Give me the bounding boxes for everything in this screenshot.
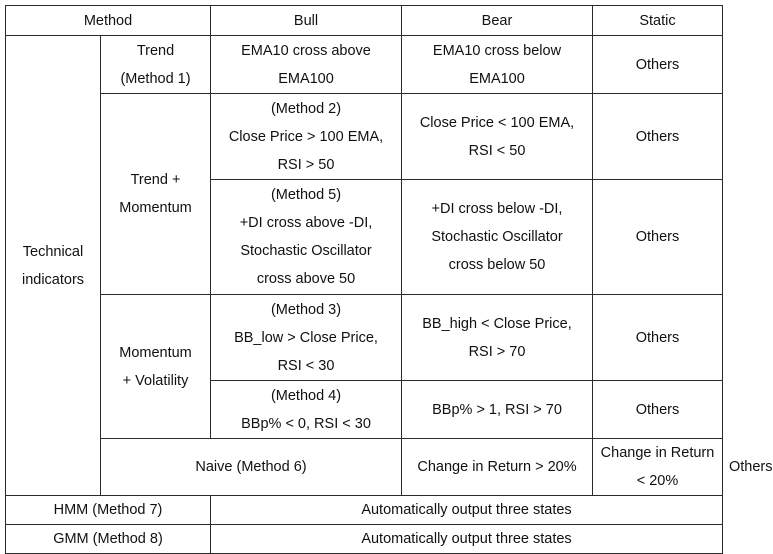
method3-bear-cell (402, 295, 593, 381)
naive-bull-cell: Change in Return > 20% (402, 439, 593, 496)
method3-bear-line: BB_high < Close Price, (422, 315, 572, 332)
method2-bear-line: RSI < 50 (468, 142, 526, 159)
method4-bull-cell (211, 381, 402, 439)
method1-bull-cell (211, 36, 402, 94)
method5-bear-line: cross below 50 (448, 257, 546, 273)
methods-table (5, 5, 773, 554)
trend-group-line: (Method 1) (120, 70, 191, 87)
method2-bear-cell (402, 94, 593, 180)
hmm-method-cell: HMM (Method 7) (6, 496, 211, 525)
technical-indicators-line: indicators (21, 271, 85, 288)
method4-bear-line: BBp% > 1, RSI > 70 (432, 401, 562, 418)
method2-static-cell: Others (593, 94, 723, 180)
technical-indicators-line: Technical (22, 243, 84, 260)
header-static: Static (593, 6, 723, 36)
method5-bull-line: (Method 5) (270, 187, 342, 203)
method3-static-cell: Others (593, 295, 723, 381)
method4-bull-line: (Method 4) (270, 387, 342, 404)
trend-group-cell (101, 36, 211, 94)
method5-bull-cell (211, 180, 402, 295)
header-bear: Bear (402, 6, 593, 36)
method2-bear-line: Close Price < 100 EMA, (419, 114, 575, 131)
naive-method-cell: Naive (Method 6) (101, 439, 402, 496)
hmm-output-cell: Automatically output three states (211, 496, 723, 525)
method5-bear-cell (402, 180, 593, 295)
method3-bull-line: BB_low > Close Price, (234, 329, 378, 346)
method5-bear-line: +DI cross below -DI, (431, 201, 563, 217)
method2-bull-line: (Method 2) (270, 100, 342, 117)
method1-bear-line: EMA100 (469, 70, 525, 87)
method3-bull-line: (Method 3) (270, 301, 342, 318)
momentum-volatility-line: Momentum (119, 344, 192, 361)
method5-bull-line: +DI cross above -DI, (239, 215, 373, 231)
table-row-hmm (6, 496, 723, 525)
table-row-gmm (6, 525, 723, 554)
header-method: Method (6, 6, 211, 36)
header-row (6, 6, 723, 36)
method3-bear-line: RSI > 70 (468, 343, 526, 360)
table-row-method3 (6, 295, 723, 381)
table-row-method1 (6, 36, 723, 94)
method4-static-cell: Others (593, 381, 723, 439)
method5-bull-line: cross above 50 (256, 271, 356, 287)
method2-bull-line: Close Price > 100 EMA, (228, 128, 384, 145)
method3-bull-line: RSI < 30 (277, 357, 335, 374)
method1-bear-cell (402, 36, 593, 94)
method4-bear-cell (402, 381, 593, 439)
method1-static-cell: Others (593, 36, 723, 94)
table-row-method2 (6, 94, 723, 180)
method3-bull-cell (211, 295, 402, 381)
trend-momentum-line: Momentum (119, 200, 192, 216)
method5-bear-line: Stochastic Oscillator (431, 229, 563, 245)
momentum-volatility-line: + Volatility (122, 372, 189, 389)
trend-group-line: Trend (136, 42, 175, 59)
method1-bull-line: EMA100 (278, 70, 334, 87)
gmm-method-cell: GMM (Method 8) (6, 525, 211, 554)
naive-bear-cell: Change in Return < 20% (593, 439, 723, 496)
method2-bull-cell (211, 94, 402, 180)
trend-momentum-line: Trend + (130, 172, 181, 188)
gmm-output-cell: Automatically output three states (211, 525, 723, 554)
table-row-naive: Naive (Method 6) Change in Return > 20% Change in Return < 20% Others (6, 439, 723, 496)
technical-indicators-cell (6, 36, 101, 496)
momentum-volatility-group-cell (101, 295, 211, 439)
method5-static-cell: Others (593, 180, 723, 295)
method4-bull-line: BBp% < 0, RSI < 30 (241, 415, 371, 432)
method2-bull-line: RSI > 50 (277, 156, 335, 173)
method1-bear-line: EMA10 cross below (432, 42, 562, 59)
method1-bull-line: EMA10 cross above (241, 42, 371, 59)
trend-momentum-group-cell (101, 94, 211, 295)
header-bull: Bull (211, 6, 402, 36)
method5-bull-line: Stochastic Oscillator (240, 243, 372, 259)
